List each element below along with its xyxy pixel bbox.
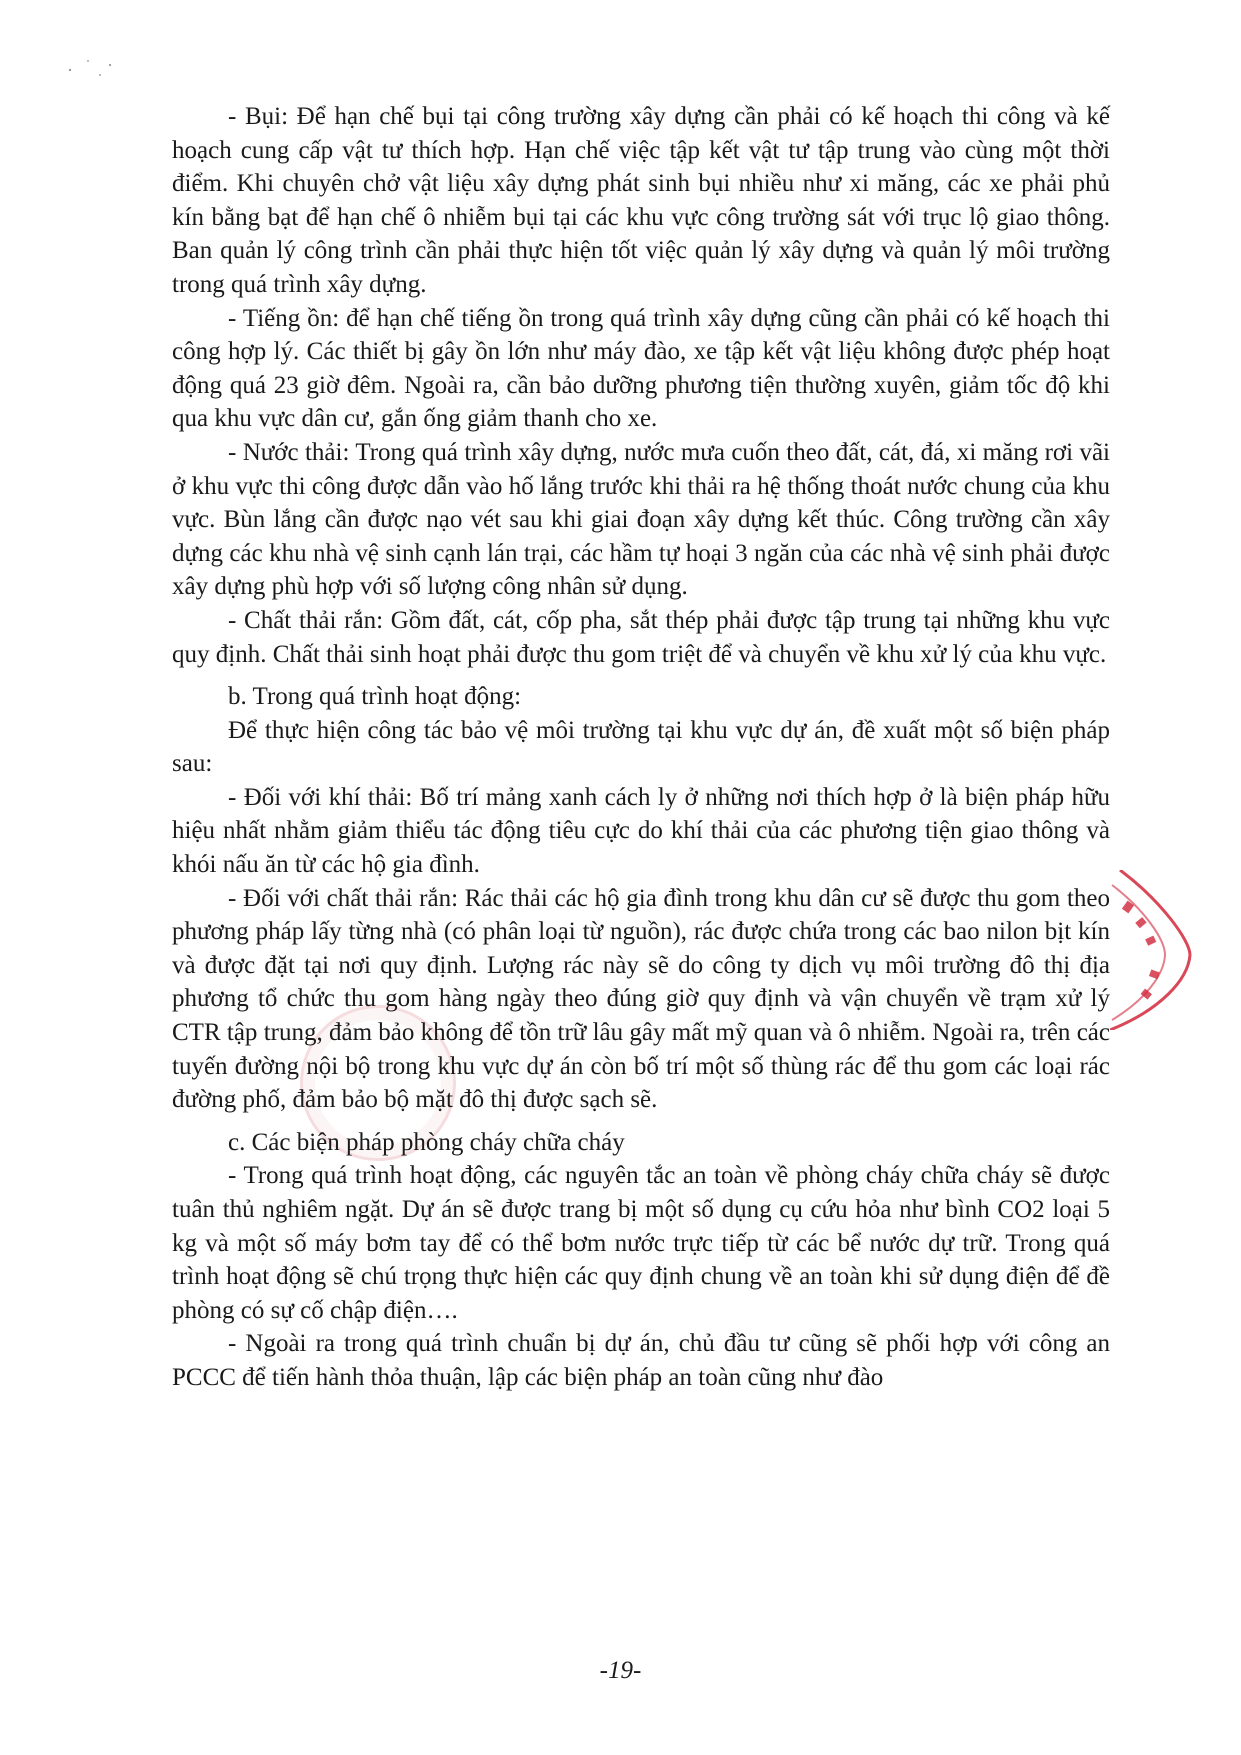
paragraph-pccc-1: - Trong quá trình hoạt động, các nguyên tắc an toàn về phòng cháy chữa cháy sẽ được tuân thủ nghiêm ngặt. Dự án sẽ được trang bị một số dụng cụ cứu hỏa như bình CO2 loại 5 kg và một số máy bơm tay để có thể bơm nước trực tiếp từ các bể nước dự trữ. Trong quá trình hoạt động sẽ chú trọng thực hiện các quy định chung về an toàn khi sử dụng điện để đề phòng có sự cố chập điện…. [172, 1162, 1110, 1324]
paragraph-chat-thai-ran: - Chất thải rắn: Gồm đất, cát, cốp pha, sắt thép phải được tập trung tại những khu vực quy định. Chất thải sinh hoạt phải được thu gom triệt để và chuyển về khu xử lý của khu vực. [172, 606, 1110, 668]
paragraph-nuoc-thai: - Nước thải: Trong quá trình xây dựng, nước mưa cuốn theo đất, cát, đá, xi măng rơi vãi ở khu vực thi công được dẫn vào hố lắng trước khi thải ra hệ thống thoát nước chung của khu vực. Bùn lắng cần được nạo vét sau khi giai đoạn xây dựng kết thúc. Công trường cần xây dựng các khu nhà vệ sinh cạnh lán trại, các hầm tự hoại 3 ngăn của các nhà vệ sinh phải được xây dựng phù hợp với số lượng công nhân sử dụng. [172, 438, 1110, 601]
page-number: -19- [599, 1657, 642, 1684]
paragraph-tieng-on: - Tiếng ồn: để hạn chế tiếng ồn trong quá trình xây dựng cũng cần phải có kế hoạch thi công hợp lý. Các thiết bị gây ồn lớn như máy đào, xe tập kết vật liệu không được phép hoạt động quá 23 giờ đêm. Ngoài ra, cần bảo dưỡng phương tiện thường xuyên, giảm tốc độ khi qua khu vực dân cư, gắn ống giảm thanh cho xe. [172, 304, 1110, 433]
paragraph-pccc-2: - Ngoài ra trong quá trình chuẩn bị dự án, chủ đầu tư cũng sẽ phối hợp với công an PCCC để tiến hành thỏa thuận, lập các biện pháp an toàn cũng như đào [172, 1330, 1110, 1391]
red-seal-stamp-edge [1110, 870, 1200, 1030]
paragraph-bui: - Bụi: Để hạn chế bụi tại công trường xây dựng cần phải có kế hoạch thi công và kế hoạch cung cấp vật tư thích hợp. Hạn chế việc tập kết vật tư tập trung vào cùng một thời điểm. Khi chuyên chở vật liệu xây dựng phát sinh bụi nhiều như xi măng, các xe phải phủ kín bằng bạt để hạn chế ô nhiễm bụi tại các khu vực công trường sát với trục lộ giao thông. Ban quản lý công trình cần phải thực hiện tốt việc quản lý xây dựng và quản lý môi trường trong quá trình xây dựng. [172, 103, 1110, 298]
section-heading-c: c. Các biện pháp phòng cháy chữa cháy [228, 1128, 625, 1156]
paragraph-intro-b: Để thực hiện công tác bảo vệ môi trường tại khu vực dự án, đề xuất một số biện pháp sau: [172, 716, 1110, 778]
document-body [172, 100, 1110, 1395]
paragraph-khi-thai: - Đối với khí thải: Bố trí mảng xanh cách ly ở những nơi thích hợp ở là biện pháp hữu hiệu nhất nhằm giảm thiểu tác động tiêu cực do khí thải của các phương tiện giao thông và khói nấu ăn từ các hộ gia đình. [172, 783, 1110, 879]
scan-specks [60, 45, 140, 95]
paragraph-chat-thai-ran-sinh-hoat: - Đối với chất thải rắn: Rác thải các hộ gia đình trong khu dân cư sẽ được thu gom theo phương pháp lấy từng nhà (có phân loại từ nguồn), rác được chứa trong các bao nilon bịt kín và được đặt tại nơi quy định. Lượng rác này sẽ do công ty dịch vụ môi trường đô thị địa phương tổ chức thu gom hàng ngày theo đúng giờ quy định và vận chuyển về trạm xử lý CTR tập trung, đảm bảo không để tồn trữ lâu gây mất mỹ quan và ô nhiễm. Ngoài ra, trên các tuyến đường nội bộ trong khu vực dự án còn bố trí một số thùng rác để thu gom các loại rác đường phố, đảm bảo bộ mặt đô thị được sạch sẽ. [172, 884, 1110, 1114]
section-heading-b: b. Trong quá trình hoạt động: [228, 683, 522, 711]
